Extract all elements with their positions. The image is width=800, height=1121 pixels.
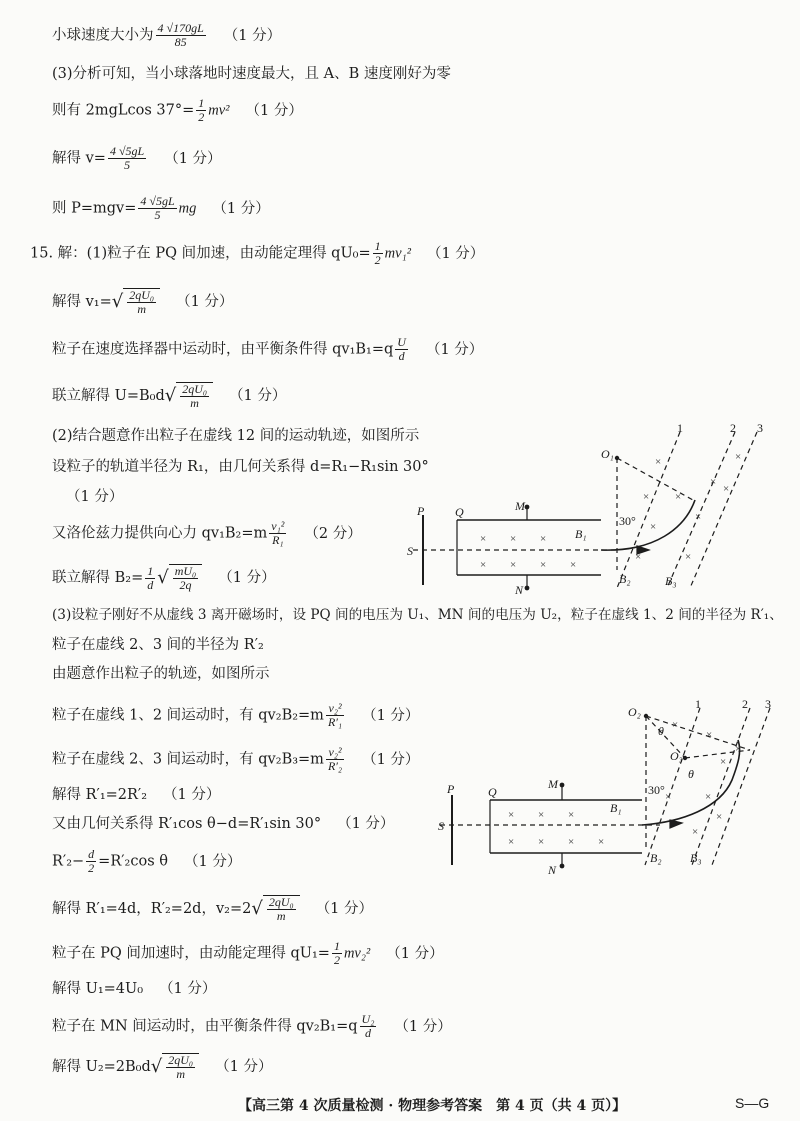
denominator: R′₂ xyxy=(327,759,343,773)
field-cross: × xyxy=(735,743,742,755)
score: （1 分） xyxy=(426,245,485,262)
field-cross: × xyxy=(655,456,662,468)
text: 解得 U₁=4U₀ xyxy=(52,981,144,997)
score: （1 分） xyxy=(386,945,444,962)
score: （1 分） xyxy=(229,388,287,404)
label-line-2: 2 xyxy=(742,697,748,711)
fraction xyxy=(332,940,342,967)
score: （2 分） xyxy=(304,525,362,542)
numerator: U₂ xyxy=(361,1012,375,1026)
text: 又由几何关系得 R′₁cos θ−d=R′₁sin 30° xyxy=(52,816,322,832)
field-cross: × xyxy=(643,491,650,503)
label-o3: O₃ xyxy=(670,749,683,763)
label-b2: B₂ xyxy=(619,572,631,586)
field-cross: × xyxy=(635,551,642,563)
text: 15. 解：(1)粒子在 PQ 间加速，由动能定理得 qU₀= xyxy=(30,245,371,262)
score: （1 分） xyxy=(425,341,484,358)
text: mg xyxy=(178,200,197,217)
sqrt-sign: √ xyxy=(150,1056,163,1077)
score: （1 分） xyxy=(223,27,282,44)
text: 则有 2mgLcos 37°= xyxy=(52,102,195,119)
label-s: S xyxy=(438,819,444,833)
score: （1 分） xyxy=(362,751,420,768)
text: 联立解得 B₂= xyxy=(52,570,144,586)
label-b3: B₃ xyxy=(690,851,702,865)
center-o3 xyxy=(683,756,687,760)
label-p: P xyxy=(417,504,425,518)
field-cross: × xyxy=(692,826,699,838)
denominator: d xyxy=(364,1026,371,1040)
denominator: d xyxy=(147,577,154,592)
text: =R′₂cos θ xyxy=(98,853,168,870)
denominator: m xyxy=(176,1067,186,1081)
numerator: 1 xyxy=(333,939,340,953)
denominator: R′₁ xyxy=(327,715,343,729)
field-cross: × xyxy=(540,533,547,545)
numerator: 1 xyxy=(147,563,154,578)
line-16: 粒子在虚线 2、3 间的半径为 R′₂ xyxy=(52,637,264,653)
score: （1 分） xyxy=(183,853,242,870)
line-14 xyxy=(52,564,276,592)
text: R′₂− xyxy=(52,853,85,870)
line-21 xyxy=(52,817,394,832)
score: （1 分） xyxy=(159,981,217,997)
fraction xyxy=(138,195,176,222)
numerator: 1 xyxy=(198,96,205,110)
field-cross: × xyxy=(538,809,545,821)
fraction xyxy=(108,145,146,172)
fraction xyxy=(196,97,206,124)
denominator: 2 xyxy=(374,253,381,267)
fraction xyxy=(156,22,206,49)
denominator: m xyxy=(137,302,146,316)
figure-2-diagram xyxy=(420,690,795,880)
denominator: 5 xyxy=(124,158,131,172)
denominator: 5 xyxy=(154,208,161,222)
numerator: 4 √170gL xyxy=(157,21,204,35)
label-o1: O₁ xyxy=(601,447,614,461)
field-cross: × xyxy=(672,719,679,731)
label-m: M xyxy=(515,499,525,513)
denominator: m xyxy=(190,396,199,410)
label-m: M xyxy=(548,777,558,791)
line-7 xyxy=(52,288,233,316)
label-b1: B₁ xyxy=(575,527,587,541)
score: （1 分） xyxy=(212,200,270,217)
velocity-arrow xyxy=(670,820,682,828)
label-n: N xyxy=(515,583,524,595)
sqrt-sign: √ xyxy=(251,898,263,919)
line-15: (3)设粒子刚好不从虚线 3 离开磁场时，设 PQ 间的电压为 U₁、MN 间的电压为 U₂，粒子在虚线 1、2 间的半径为 R′₁、 xyxy=(52,607,783,623)
label-line-2: 2 xyxy=(730,421,736,435)
label-b1: B₁ xyxy=(610,801,622,815)
line-12: （1 分） xyxy=(66,489,124,505)
field-cross: × xyxy=(720,756,727,768)
label-q: Q xyxy=(455,505,464,519)
numerator: v₂² xyxy=(326,746,344,760)
field-cross: × xyxy=(538,836,545,848)
denominator: R₁ xyxy=(272,533,284,547)
text: mv² xyxy=(208,102,230,119)
terminal-m-dot xyxy=(560,783,565,788)
line-22 xyxy=(52,848,241,875)
denominator: 85 xyxy=(174,35,187,49)
text: 粒子在虚线 1、2 间运动时，有 qv₂B₂=m xyxy=(52,707,324,724)
fraction xyxy=(127,289,156,316)
label-p: P xyxy=(447,782,455,796)
fraction xyxy=(326,746,344,773)
fraction xyxy=(360,1013,377,1040)
field-cross: × xyxy=(685,551,692,563)
field-cross: × xyxy=(568,809,575,821)
label-theta: θ xyxy=(658,724,664,738)
text: 联立解得 U=B₀d xyxy=(52,388,165,404)
score: （1 分） xyxy=(245,102,303,119)
sqrt-sign: √ xyxy=(157,567,169,588)
text: 解得 v= xyxy=(52,150,106,167)
numerator: 1 xyxy=(374,239,381,253)
numerator: d xyxy=(88,847,95,861)
label-angle: 30° xyxy=(648,783,665,797)
line-6 xyxy=(30,240,484,267)
fraction xyxy=(373,240,383,267)
field-cross: × xyxy=(705,791,712,803)
label-line-1: 1 xyxy=(695,697,701,711)
sqrt-sign: √ xyxy=(111,291,124,312)
score: （1 分） xyxy=(315,901,374,917)
label-line-3: 3 xyxy=(765,697,771,711)
field-cross: × xyxy=(723,483,730,495)
field-cross: × xyxy=(706,729,713,741)
field-cross: × xyxy=(510,559,517,571)
line-23 xyxy=(52,895,373,923)
field-cross: × xyxy=(598,836,605,848)
fraction xyxy=(173,565,199,592)
text: 解得 v₁= xyxy=(52,294,112,310)
fraction xyxy=(395,336,408,363)
fraction xyxy=(326,702,344,729)
field-cross: × xyxy=(665,791,672,803)
fraction xyxy=(267,896,296,923)
fraction xyxy=(180,383,209,410)
line-3 xyxy=(52,97,303,124)
field-cross: × xyxy=(510,533,517,545)
fraction xyxy=(269,520,286,547)
field-cross: × xyxy=(695,511,702,523)
fraction xyxy=(166,1054,195,1081)
denominator: m xyxy=(276,909,286,923)
text: mv₂² xyxy=(343,945,371,962)
denominator: 2q xyxy=(179,578,192,592)
boundary-3 xyxy=(690,432,757,588)
line-27 xyxy=(52,1053,272,1081)
line-4 xyxy=(52,145,222,172)
line-9 xyxy=(52,382,286,410)
label-n: N xyxy=(548,863,557,877)
figure-1-diagram xyxy=(405,420,795,595)
line-17: 由题意作出粒子的轨迹，如图所示 xyxy=(52,666,270,682)
label-angle: 30° xyxy=(619,514,636,528)
label-q: Q xyxy=(488,785,497,799)
score: （1 分） xyxy=(362,707,420,724)
numerator: 2qU₀ xyxy=(129,288,155,302)
line-8 xyxy=(52,336,483,363)
numerator: v₁² xyxy=(271,519,285,533)
score: （1 分） xyxy=(394,1018,452,1035)
score: （1 分） xyxy=(218,570,276,586)
page-footer: 【高三第 4 次质量检测 · 物理参考答案 第 4 页（共 4 页）】 xyxy=(238,1098,627,1114)
center-o2 xyxy=(644,714,648,718)
numerator: v₂² xyxy=(326,702,344,716)
line-1 xyxy=(52,22,281,49)
field-cross: × xyxy=(568,836,575,848)
boundary-1 xyxy=(617,432,680,588)
line-26 xyxy=(52,1013,452,1040)
field-cross: × xyxy=(650,521,657,533)
line-10: (2)结合题意作出粒子在虚线 12 间的运动轨迹，如图所示 xyxy=(52,428,420,444)
text: 粒子在虚线 2、3 间运动时，有 qv₂B₃=m xyxy=(52,751,324,768)
line-13 xyxy=(52,520,362,547)
numerator: mU₀ xyxy=(174,564,197,578)
text: 粒子在 MN 间运动时，由平衡条件得 qv₂B₁=q xyxy=(52,1018,358,1035)
label-s: S xyxy=(407,544,413,558)
center-o1 xyxy=(615,456,619,460)
field-cross: × xyxy=(540,559,547,571)
numerator: 4 √5gL xyxy=(140,194,175,208)
line-5 xyxy=(52,195,270,222)
label-theta-2: θ xyxy=(688,767,694,781)
line-20 xyxy=(52,788,220,803)
text: 解得 R′₁=4d，R′₂=2d，v₂=2 xyxy=(52,901,252,917)
trajectory xyxy=(601,500,695,550)
line-24 xyxy=(52,940,444,967)
score: （1 分） xyxy=(337,816,395,832)
denominator: 2 xyxy=(88,861,95,875)
boundary-2 xyxy=(667,432,735,588)
text: 粒子在速度选择器中运动时，由平衡条件得 qv₁B₁=q xyxy=(52,341,394,358)
text: 又洛伦兹力提供向心力 qv₁B₂=m xyxy=(52,525,268,542)
text: 解得 R′₁=2R′₂ xyxy=(52,787,148,803)
sqrt-sign: √ xyxy=(164,385,177,406)
page-code: S—G xyxy=(735,1095,770,1111)
terminal-n-dot xyxy=(560,864,565,869)
field-cross: × xyxy=(570,559,577,571)
numerator: 4 √5gL xyxy=(109,144,145,158)
label-b2: B₂ xyxy=(650,851,662,865)
line-25 xyxy=(52,982,216,997)
numerator: 2qU₀ xyxy=(268,895,294,909)
text: 小球速度大小为 xyxy=(52,27,154,44)
score: （1 分） xyxy=(164,150,222,167)
fraction xyxy=(145,565,155,592)
score: （1 分） xyxy=(176,294,234,310)
score: （1 分） xyxy=(163,787,221,803)
label-b3: B₃ xyxy=(665,574,677,588)
field-cross: × xyxy=(716,811,723,823)
label-line-3: 3 xyxy=(757,421,763,435)
field-cross: × xyxy=(480,533,487,545)
numerator: U xyxy=(397,335,406,349)
label-line-1: 1 xyxy=(677,421,683,435)
denominator: 2 xyxy=(333,953,340,967)
line-2: (3)分析可知，当小球落地时速度最大，且 A、B 速度刚好为零 xyxy=(52,66,451,82)
line-18 xyxy=(52,702,419,729)
fraction xyxy=(86,848,96,875)
terminal-n-dot xyxy=(525,586,530,591)
field-cross: × xyxy=(710,476,717,488)
label-o2: O₂ xyxy=(628,705,641,719)
text: 解得 U₂=2B₀d xyxy=(52,1059,151,1075)
field-cross: × xyxy=(480,559,487,571)
numerator: 2qU₀ xyxy=(182,382,208,396)
text: 粒子在 PQ 间加速时，由动能定理得 qU₁= xyxy=(52,945,330,962)
field-cross: × xyxy=(675,491,682,503)
denominator: 2 xyxy=(198,110,205,124)
text: 则 P=mgv= xyxy=(52,200,137,217)
line-11: 设粒子的轨道半径为 R₁，由几何关系得 d=R₁−R₁sin 30° xyxy=(52,459,429,475)
field-cross: × xyxy=(735,451,742,463)
denominator: d xyxy=(398,349,405,363)
score: （1 分） xyxy=(215,1059,273,1075)
field-cross: × xyxy=(508,809,515,821)
line-19 xyxy=(52,746,419,773)
numerator: 2qU₀ xyxy=(168,1053,194,1067)
terminal-m-dot xyxy=(525,505,530,510)
text: mv₁² xyxy=(384,245,411,262)
field-cross: × xyxy=(508,836,515,848)
